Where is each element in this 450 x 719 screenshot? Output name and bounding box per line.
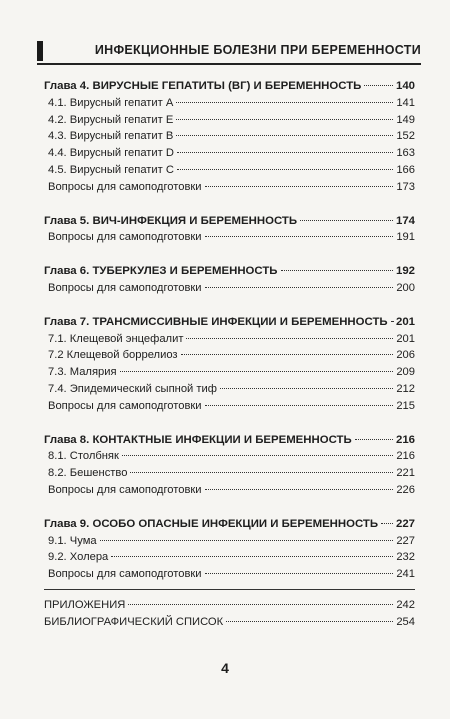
entry-title: 4.1. Вирусный гепатит А bbox=[48, 96, 174, 109]
toc-entry bbox=[44, 145, 415, 162]
entry-title: 8.1. Столбняк bbox=[48, 450, 119, 463]
entry-page-number: 201 bbox=[395, 315, 415, 328]
entry-page-number: 201 bbox=[396, 332, 415, 345]
entry-page-number: 191 bbox=[396, 231, 415, 244]
running-header bbox=[37, 37, 421, 65]
entry-page-number: 192 bbox=[395, 265, 415, 278]
dot-leader bbox=[226, 621, 393, 622]
running-header-title: ИНФЕКЦИОННЫЕ БОЛЕЗНИ ПРИ БЕРЕМЕННОСТИ bbox=[94, 43, 421, 57]
toc-entry bbox=[44, 280, 415, 297]
entry-title: Глава 9. ОСОБО ОПАСНЫЕ ИНФЕКЦИИ И БЕРЕМЕННОСТЬ bbox=[44, 517, 379, 530]
entry-page-number: 149 bbox=[396, 113, 415, 126]
entry-page-number: 152 bbox=[396, 130, 415, 143]
entry-title: 4.5. Вирусный гепатит С bbox=[48, 163, 174, 176]
entry-title: Вопросы для самоподготовки bbox=[48, 483, 202, 496]
toc-entry bbox=[44, 179, 415, 196]
entry-page-number: 227 bbox=[395, 517, 415, 530]
toc-entry bbox=[44, 448, 415, 465]
toc-entry bbox=[44, 566, 415, 583]
entry-page-number: 226 bbox=[396, 483, 415, 496]
entry-title: 7.2 Клещевой боррелиоз bbox=[48, 349, 178, 362]
chapter-heading bbox=[44, 432, 415, 449]
dot-leader bbox=[220, 388, 393, 389]
toc-entry bbox=[44, 614, 415, 631]
entry-title: 4.2. Вирусный гепатит Е bbox=[48, 113, 174, 126]
entry-title: Вопросы для самоподготовки bbox=[48, 231, 202, 244]
chapter-heading bbox=[44, 516, 415, 533]
appendix-entries bbox=[44, 597, 415, 631]
toc-entry bbox=[44, 597, 415, 614]
chapter-heading bbox=[44, 314, 415, 331]
entry-title: 9.1. Чума bbox=[48, 534, 97, 547]
chapter-heading bbox=[44, 213, 415, 230]
toc-entry bbox=[44, 465, 415, 482]
entry-page-number: 140 bbox=[395, 80, 415, 92]
toc-entry bbox=[44, 347, 415, 364]
dot-leader bbox=[364, 85, 393, 86]
toc-entry bbox=[44, 398, 415, 415]
entry-page-number: 216 bbox=[396, 450, 415, 463]
dot-leader bbox=[122, 455, 393, 456]
entry-page-number: 227 bbox=[396, 534, 415, 547]
dot-leader bbox=[205, 489, 394, 490]
header-marker-bar bbox=[37, 41, 43, 61]
section-divider bbox=[44, 589, 415, 590]
entry-page-number: 215 bbox=[396, 399, 415, 412]
dot-leader bbox=[176, 135, 393, 136]
chapter-block bbox=[44, 263, 415, 297]
entry-page-number: 241 bbox=[396, 568, 415, 581]
entry-page-number: 232 bbox=[396, 551, 415, 564]
toc-entry bbox=[44, 112, 415, 129]
dot-leader bbox=[176, 119, 393, 120]
dot-leader bbox=[281, 270, 393, 271]
entry-page-number: 212 bbox=[396, 382, 415, 395]
entry-page-number: 206 bbox=[396, 349, 415, 362]
chapter-heading bbox=[44, 263, 415, 280]
entry-title: Глава 6. ТУБЕРКУЛЕЗ И БЕРЕМЕННОСТЬ bbox=[44, 265, 278, 278]
entry-title: Глава 4. ВИРУСНЫЕ ГЕПАТИТЫ (ВГ) И БЕРЕМЕННОСТЬ bbox=[44, 80, 362, 92]
page-number: 4 bbox=[221, 660, 229, 676]
toc-entry bbox=[44, 162, 415, 179]
toc-entry bbox=[44, 549, 415, 566]
entry-page-number: 254 bbox=[396, 615, 415, 628]
entry-title: 9.2. Холера bbox=[48, 551, 109, 564]
table-of-contents bbox=[44, 78, 415, 600]
entry-title: 7.1. Клещевой энцефалит bbox=[48, 332, 184, 345]
dot-leader bbox=[111, 556, 393, 557]
entry-title: БИБЛИОГРАФИЧЕСКИЙ СПИСОК bbox=[44, 615, 224, 628]
dot-leader bbox=[205, 573, 394, 574]
entry-title: Глава 7. ТРАНСМИССИВНЫЕ ИНФЕКЦИИ И БЕРЕМЕННОСТЬ bbox=[44, 315, 388, 328]
entry-title: 8.2. Бешенство bbox=[48, 467, 128, 480]
dot-leader bbox=[181, 354, 394, 355]
toc-entry bbox=[44, 381, 415, 398]
dot-leader bbox=[391, 321, 393, 322]
dot-leader bbox=[205, 186, 394, 187]
chapter-block bbox=[44, 213, 415, 247]
entry-title: Вопросы для самоподготовки bbox=[48, 180, 202, 193]
entry-page-number: 166 bbox=[396, 163, 415, 176]
toc-entry bbox=[44, 533, 415, 550]
entry-page-number: 216 bbox=[395, 433, 415, 446]
toc-entry bbox=[44, 364, 415, 381]
dot-leader bbox=[381, 523, 393, 524]
dot-leader bbox=[130, 472, 393, 473]
dot-leader bbox=[120, 371, 394, 372]
dot-leader bbox=[205, 287, 394, 288]
chapter-heading bbox=[44, 78, 415, 95]
entry-title: 7.3. Малярия bbox=[48, 366, 117, 379]
dot-leader bbox=[355, 439, 393, 440]
entry-page-number: 141 bbox=[396, 96, 415, 109]
dot-leader bbox=[128, 604, 393, 605]
entry-title: 4.4. Вирусный гепатит D bbox=[48, 147, 174, 160]
entry-page-number: 174 bbox=[395, 214, 415, 227]
toc-entry bbox=[44, 229, 415, 246]
entry-page-number: 221 bbox=[396, 467, 415, 480]
chapter-block bbox=[44, 314, 415, 415]
dot-leader bbox=[177, 169, 393, 170]
entry-title: ПРИЛОЖЕНИЯ bbox=[44, 599, 126, 611]
entry-title: 7.4. Эпидемический сыпной тиф bbox=[48, 382, 217, 395]
chapter-block bbox=[44, 516, 415, 583]
entry-page-number: 209 bbox=[396, 366, 415, 379]
dot-leader bbox=[177, 152, 393, 153]
dot-leader bbox=[300, 220, 393, 221]
chapter-block bbox=[44, 78, 415, 196]
dot-leader bbox=[186, 338, 393, 339]
entry-page-number: 242 bbox=[396, 599, 415, 611]
entry-title: Вопросы для самоподготовки bbox=[48, 281, 202, 294]
entry-title: Вопросы для самоподготовки bbox=[48, 568, 202, 581]
dot-leader bbox=[205, 236, 394, 237]
dot-leader bbox=[176, 102, 393, 103]
entry-title: Глава 8. КОНТАКТНЫЕ ИНФЕКЦИИ И БЕРЕМЕННОСТЬ bbox=[44, 433, 352, 446]
entry-page-number: 163 bbox=[396, 147, 415, 160]
dot-leader bbox=[100, 540, 394, 541]
chapter-block bbox=[44, 432, 415, 499]
entry-title: Глава 5. ВИЧ-ИНФЕКЦИЯ И БЕРЕМЕННОСТЬ bbox=[44, 214, 298, 227]
entry-title: 4.3. Вирусный гепатит В bbox=[48, 130, 174, 143]
entry-page-number: 173 bbox=[396, 180, 415, 193]
toc-entry bbox=[44, 331, 415, 348]
entry-title: Вопросы для самоподготовки bbox=[48, 399, 202, 412]
dot-leader bbox=[205, 405, 394, 406]
toc-entry bbox=[44, 95, 415, 112]
toc-entry bbox=[44, 128, 415, 145]
entry-page-number: 200 bbox=[396, 281, 415, 294]
toc-entry bbox=[44, 482, 415, 499]
